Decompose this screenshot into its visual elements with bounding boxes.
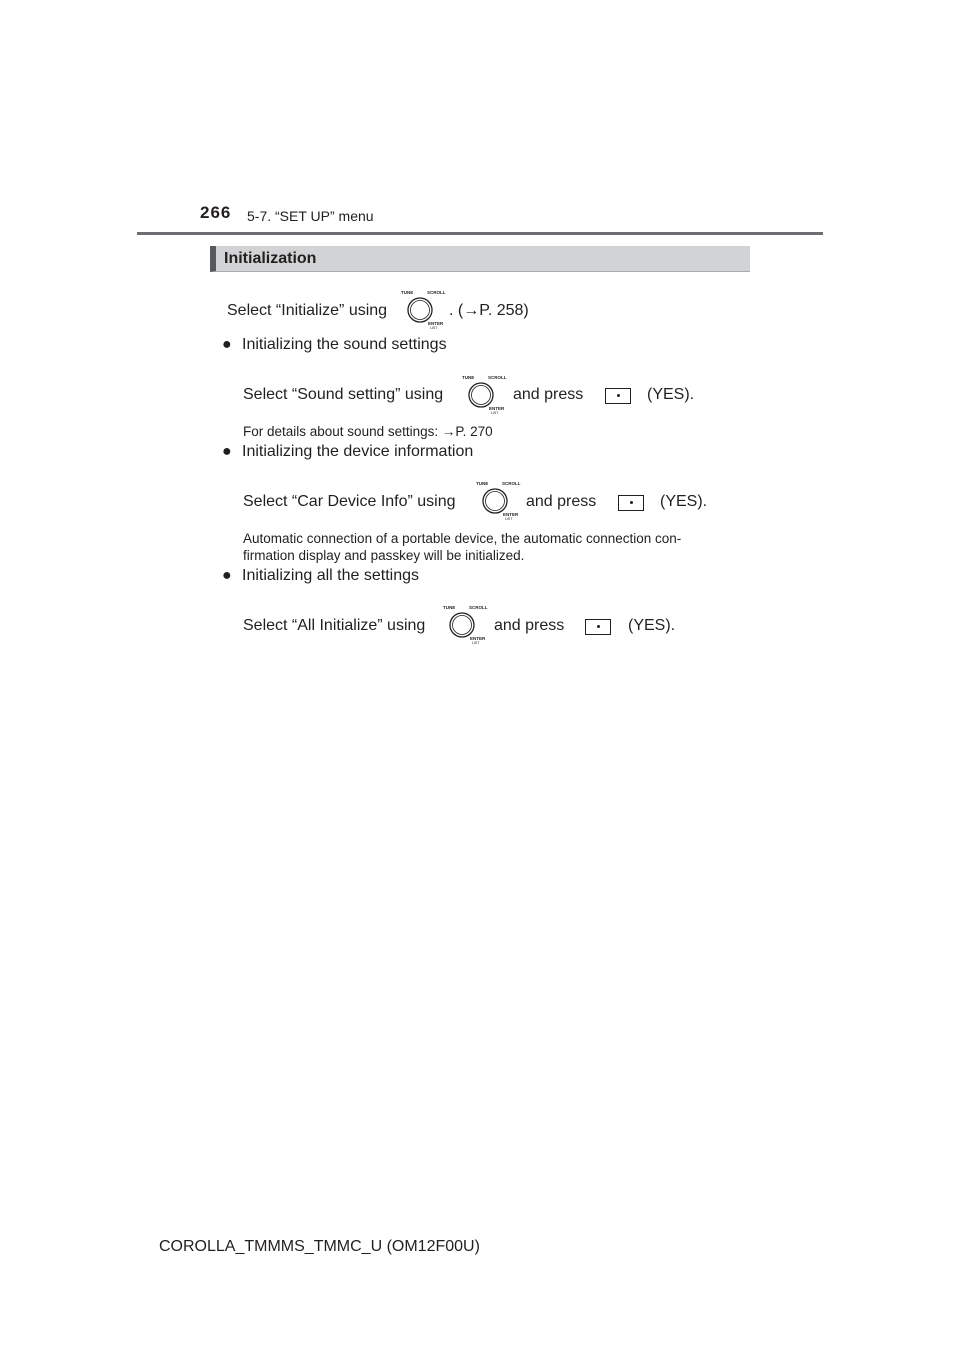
instruction-sound-before: Select “Sound setting” using	[243, 386, 444, 403]
instruction-device-middle: and press	[526, 493, 597, 510]
bullet-icon: ●	[222, 567, 232, 584]
knob-label-scroll: SCROLL	[469, 605, 488, 610]
instruction-all-after: (YES).	[628, 617, 676, 634]
instruction-sound-middle: and press	[513, 386, 584, 403]
item-title-sound: Initializing the sound settings	[242, 336, 447, 353]
bullet-icon: ●	[222, 336, 232, 353]
section-heading: Initialization	[224, 250, 317, 267]
tune-scroll-knob-icon	[398, 288, 446, 330]
instruction-sound-after: (YES).	[647, 386, 695, 403]
knob-label-tune: TUNE	[462, 375, 475, 380]
tune-scroll-knob-icon	[473, 479, 521, 521]
knob-label-list: LIST	[505, 517, 513, 521]
yes-button-icon	[618, 495, 644, 511]
item-title-all: Initializing all the settings	[242, 567, 419, 584]
intro-text-after: . (→P. 258)	[449, 302, 529, 319]
note-device-line1: Automatic connection of a portable device, the automatic connection con-	[243, 531, 682, 546]
instruction-all-before: Select “All Initialize” using	[243, 617, 426, 634]
item-title-device: Initializing the device information	[242, 443, 474, 460]
section-heading-bar	[210, 246, 750, 272]
note-sound: For details about sound settings: →P. 270	[243, 424, 493, 439]
knob-label-scroll: SCROLL	[502, 481, 521, 486]
yes-button-icon	[585, 619, 611, 635]
tune-scroll-knob-icon	[459, 373, 507, 415]
knob-label-list: LIST	[430, 326, 438, 330]
knob-label-list: LIST	[472, 641, 480, 645]
knob-label-enter: ENTER	[489, 406, 505, 411]
knob-label-tune: TUNE	[401, 290, 414, 295]
knob-label-tune: TUNE	[443, 605, 456, 610]
instruction-all-middle: and press	[494, 617, 565, 634]
yes-button-icon	[605, 388, 631, 404]
knob-label-list: LIST	[491, 411, 499, 415]
page-number: 266	[200, 203, 232, 222]
knob-label-scroll: SCROLL	[488, 375, 507, 380]
knob-label-enter: ENTER	[428, 321, 444, 326]
section-title: 5-7. “SET UP” menu	[247, 208, 374, 224]
footer-document-id: COROLLA_TMMMS_TMMC_U (OM12F00U)	[159, 1238, 480, 1255]
bullet-icon: ●	[222, 443, 232, 460]
instruction-device-before: Select “Car Device Info” using	[243, 493, 456, 510]
note-device-line2: firmation display and passkey will be initialized.	[243, 548, 525, 563]
header-rule	[137, 232, 823, 235]
knob-label-tune: TUNE	[476, 481, 489, 486]
knob-label-enter: ENTER	[470, 636, 486, 641]
tune-scroll-knob-icon	[440, 603, 488, 645]
knob-label-scroll: SCROLL	[427, 290, 446, 295]
knob-label-enter: ENTER	[503, 512, 519, 517]
instruction-device-after: (YES).	[660, 493, 708, 510]
intro-text-before: Select “Initialize” using	[227, 302, 388, 319]
